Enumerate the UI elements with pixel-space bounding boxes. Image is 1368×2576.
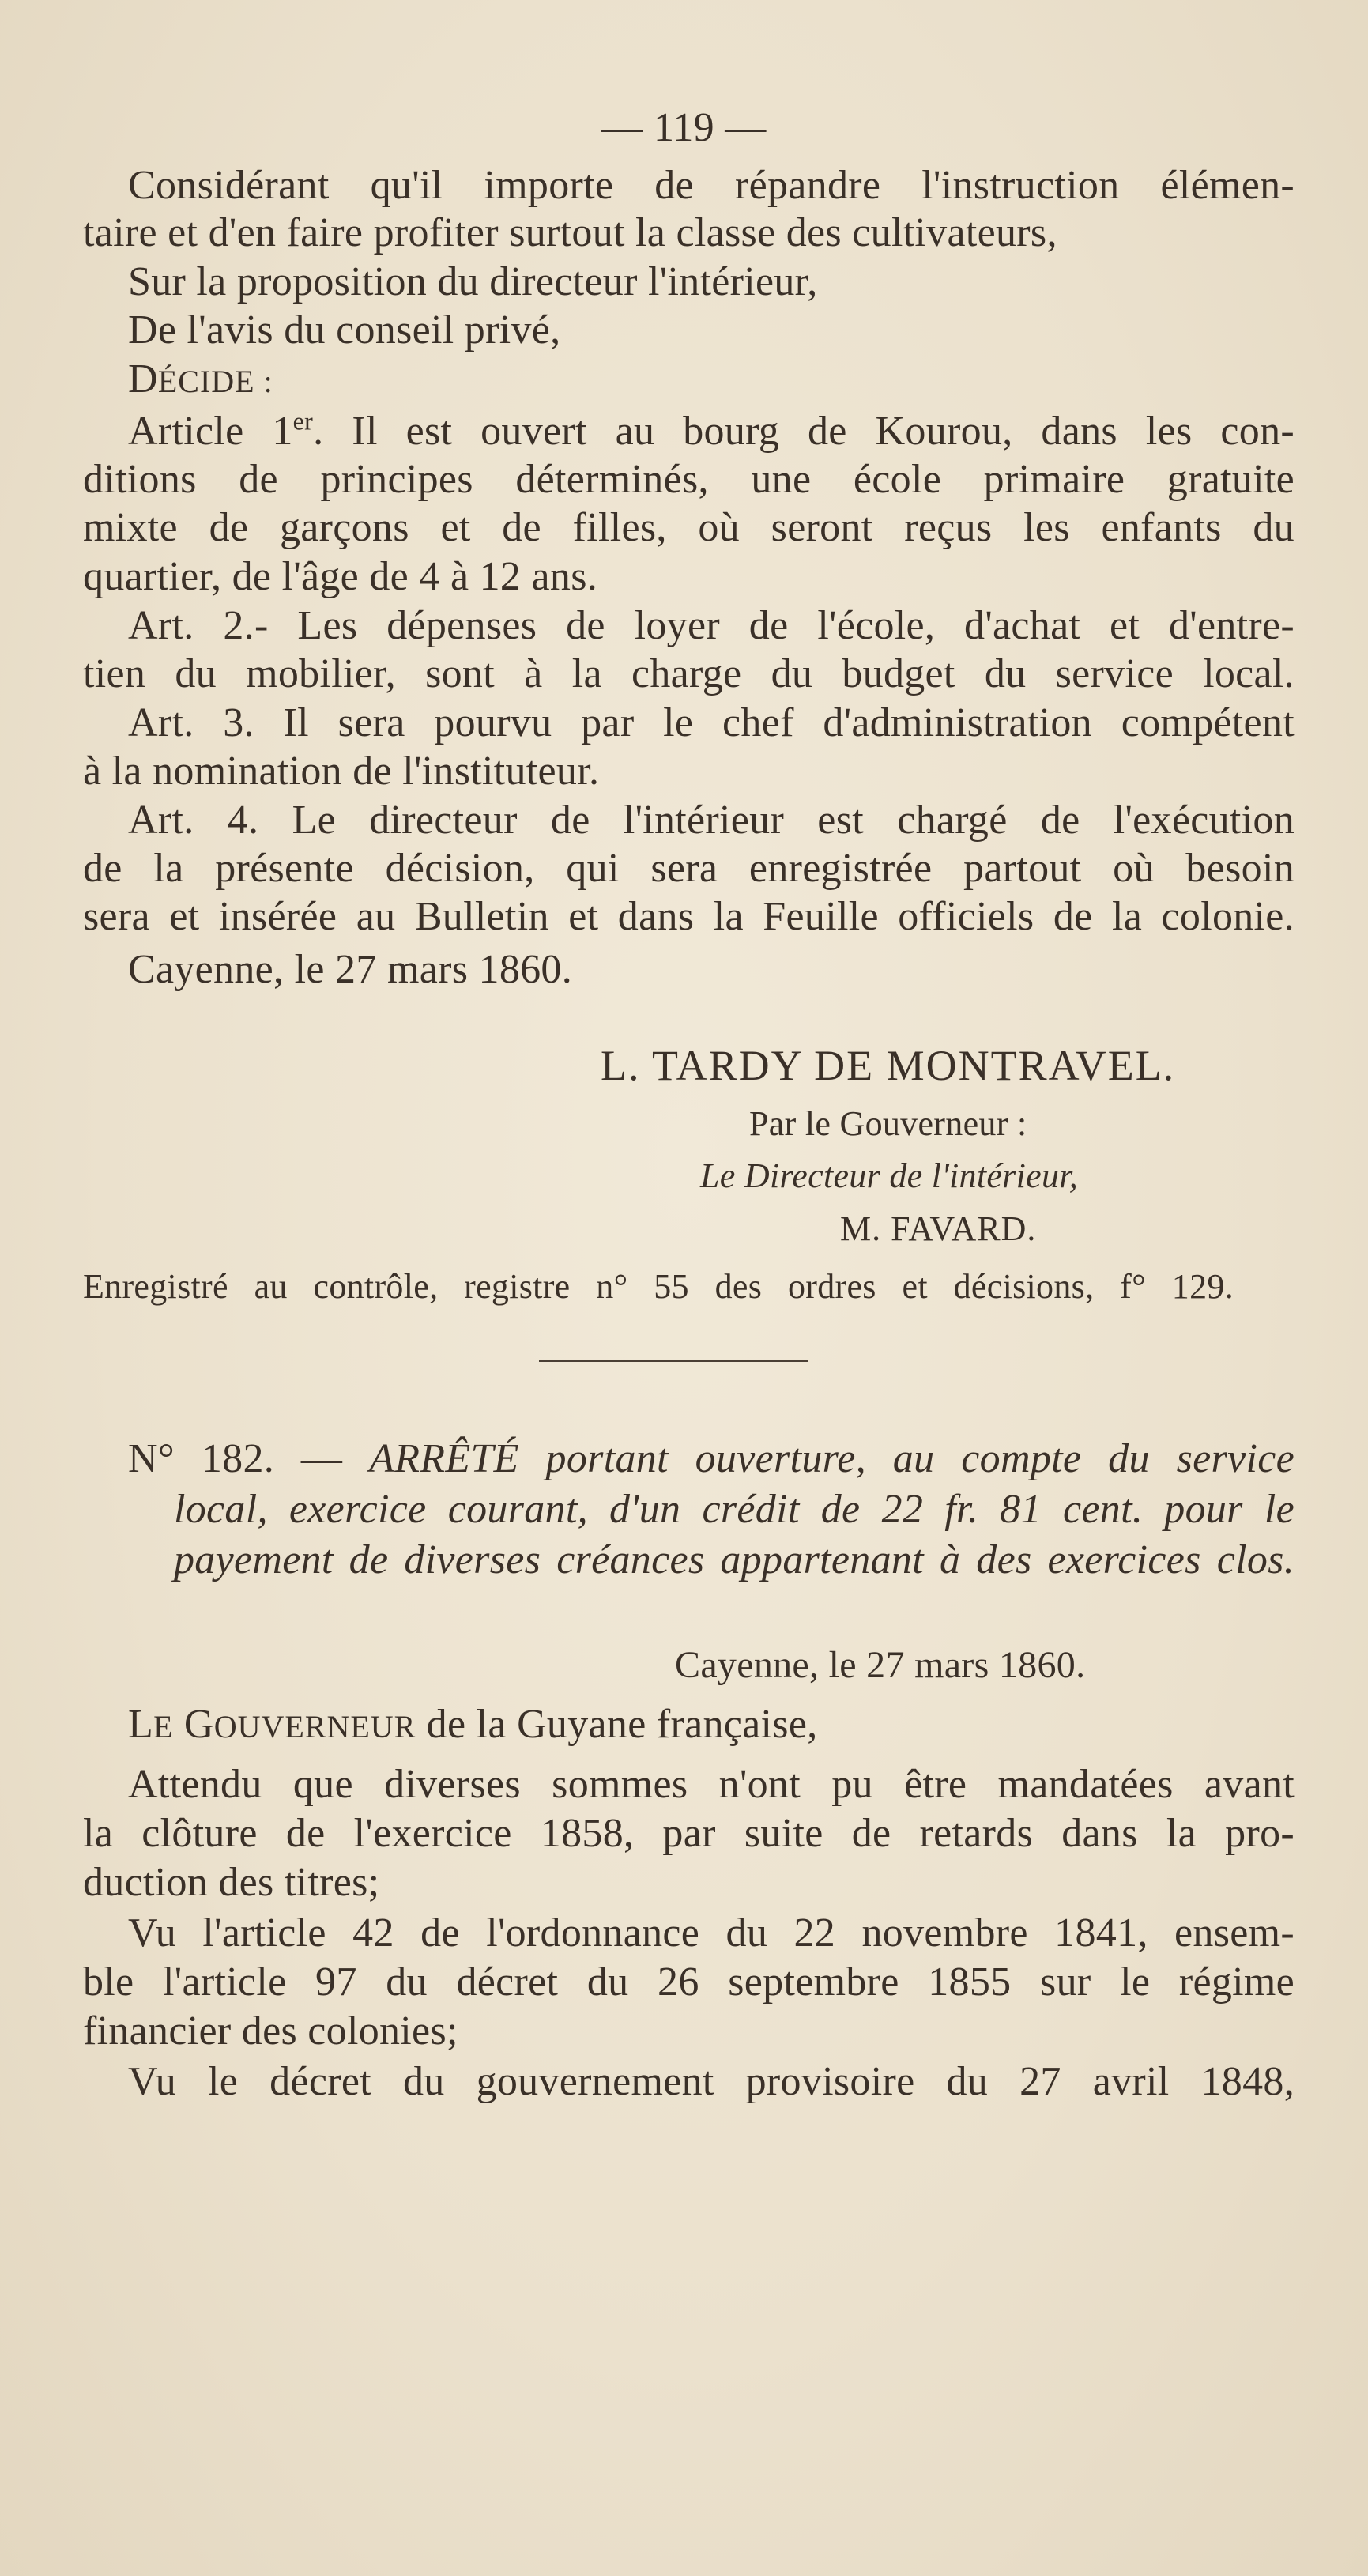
gouverneur-line [128, 1701, 818, 1751]
arrete-heading-line: local, exercice courant, d'un crédit de 22 fr. 81 cent. pour le [174, 1487, 1295, 1532]
signature-title: Le Directeur de l'intérieur, [700, 1156, 1079, 1195]
article-4-line: de la présente décision, qui sera enregistrée partout où besoin [83, 846, 1295, 891]
article-3-line: à la nomination de l'instituteur. [83, 749, 600, 794]
decide-rest: ÉCIDE : [157, 364, 273, 399]
article-4-line: Art. 4. Le directeur de l'intérieur est chargé de l'exécution [128, 798, 1295, 843]
le-rest: E [153, 1709, 174, 1744]
section-divider [539, 1360, 808, 1362]
article-1-sup: er [292, 406, 314, 436]
le-initial: L [128, 1702, 154, 1747]
signature-name: L. TARDY DE MONTRAVEL. [601, 1042, 1176, 1089]
registration-note: Enregistré au contrôle, registre n° 55 des ordres et décisions, f° 129. [83, 1267, 1234, 1306]
page-number: — 119 — [601, 105, 767, 150]
article-2-line: tien du mobilier, sont à la charge du budget du service local. [83, 651, 1295, 696]
paragraph-line: De l'avis du conseil privé, [128, 307, 561, 353]
date-line: Cayenne, le 27 mars 1860. [128, 947, 573, 992]
article-1-line: mixte de garçons et de filles, où seront reçus les enfants du [83, 505, 1295, 550]
article-1-text: . Il est ouvert au bourg de Kourou, dans les con- [313, 409, 1295, 454]
paragraph-line: Sur la proposition du directeur l'intérieur, [128, 259, 818, 304]
arrete-heading-line [128, 1435, 1295, 1483]
attendu-line: Attendu que diverses sommes n'ont pu être mandatées avant [128, 1762, 1295, 1807]
paragraph-line: Considérant qu'il importe de répandre l'instruction élémen- [128, 163, 1295, 208]
vu-line: financier des colonies; [83, 2008, 458, 2054]
attendu-line: la clôture de l'exercice 1858, par suite de retards dans la pro- [83, 1811, 1295, 1856]
vu-line: Vu le décret du gouvernement provisoire du 27 avril 1848, [128, 2059, 1295, 2104]
article-2-line: Art. 2.- Les dépenses de loyer de l'école, d'achat et d'entre- [128, 603, 1295, 648]
arrete-heading-line: payement de diverses créances appartenant à des exercices clos. [174, 1537, 1295, 1582]
article-4-line: sera et insérée au Bulletin et dans la Feuille officiels de la colonie. [83, 894, 1295, 939]
decide-initial: D [128, 356, 158, 402]
paragraph-line: taire et d'en faire profiter surtout la classe des cultivateurs, [83, 210, 1057, 255]
signature-par: Par le Gouverneur : [749, 1104, 1027, 1143]
article-1-label: Article 1 [128, 409, 293, 454]
vu-line: Vu l'article 42 de l'ordonnance du 22 novembre 1841, ensem- [128, 1910, 1295, 1956]
gouverneur-text: de la Guyane française, [416, 1702, 818, 1747]
article-1-line [128, 408, 1295, 455]
arrete-number: N° 182. — [128, 1436, 370, 1481]
gouverneur-initial: G [183, 1702, 214, 1747]
signature-director: M. FAVARD. [840, 1209, 1037, 1248]
arrete-title: ARRÊTÉ portant ouverture, au compte du service [369, 1436, 1295, 1481]
article-1-line: quartier, de l'âge de 4 à 12 ans. [83, 554, 598, 599]
gouverneur-rest: OUVERNEUR [213, 1709, 416, 1744]
vu-line: ble l'article 97 du décret du 26 septembre 1855 sur le régime [83, 1959, 1295, 2005]
attendu-line: duction des titres; [83, 1860, 380, 1905]
article-3-line: Art. 3. Il sera pourvu par le chef d'administration compétent [128, 700, 1295, 745]
decide-heading [128, 356, 273, 405]
article-1-line: ditions de principes déterminés, une école primaire gratuite [83, 457, 1295, 502]
arrete-date: Cayenne, le 27 mars 1860. [675, 1644, 1086, 1686]
